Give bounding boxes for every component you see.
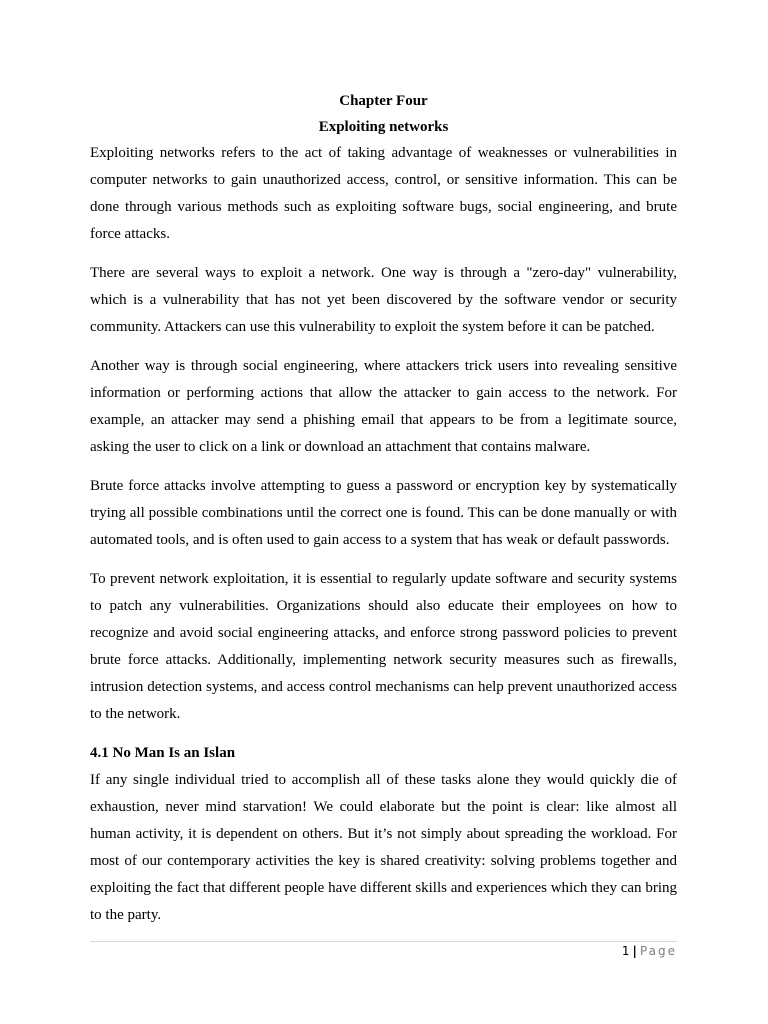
paragraph: Exploiting networks refers to the act of taking advantage of weaknesses or vulnerabilities in computer networks to gain unauthorized access, control, or sensitive information. This can be done through various methods such as exploiting software bugs, social engineering, and brute force attacks. bbox=[90, 145, 677, 242]
section-title: Exploiting networks bbox=[318, 119, 449, 135]
page-label: Page bbox=[639, 944, 677, 958]
paragraph: Brute force attacks involve attempting to guess a password or encryption key by systematically trying all possible combinations until the correct one is found. This can be done manually or with automated tools, and is often used to gain access to a system that has weak or default passwords. bbox=[90, 478, 677, 548]
document-page bbox=[90, 88, 677, 941]
paragraph: To prevent network exploitation, it is essential to regularly update software and security systems to patch any vulnerabilities. Organizations should also educate their employees on how to recognize and avoid social engineering attacks, and enforce strong password policies to prevent brute force attacks. Additionally, implementing network security measures such as firewalls, intrusion detection systems, and access control mechanisms can help prevent unauthorized access to the network. bbox=[90, 571, 677, 722]
paragraph: If any single individual tried to accomplish all of these tasks alone they would quickly die of exhaustion, never mind starvation! We could elaborate but the point is clear: like almost all human activity, it is dependent on others. But it’s not simply about spreading the workload. For most of our contemporary activities the key is shared creativity: solving problems together and exploiting the fact that different people have different skills and experiences which they can bring to the party. bbox=[90, 772, 677, 923]
paragraph: Another way is through social engineering, where attackers trick users into revealing sensitive information or performing actions that allow the attacker to gain access to the network. For example, an attacker may send a phishing email that appears to be from a legitimate source, asking the user to click on a link or download an attachment that contains malware. bbox=[90, 358, 677, 455]
page-footer bbox=[90, 942, 677, 960]
page-number: 1 bbox=[621, 944, 630, 958]
paragraph: There are several ways to exploit a network. One way is through a "zero-day" vulnerability, which is a vulnerability that has not yet been discovered by the software vendor or security community. Attackers can use this vulnerability to exploit the system before it can be patched. bbox=[90, 265, 677, 335]
footer-separator: | bbox=[632, 944, 637, 958]
subheading: 4.1 No Man Is an Islan bbox=[90, 745, 236, 761]
chapter-title: Chapter Four bbox=[339, 93, 428, 109]
